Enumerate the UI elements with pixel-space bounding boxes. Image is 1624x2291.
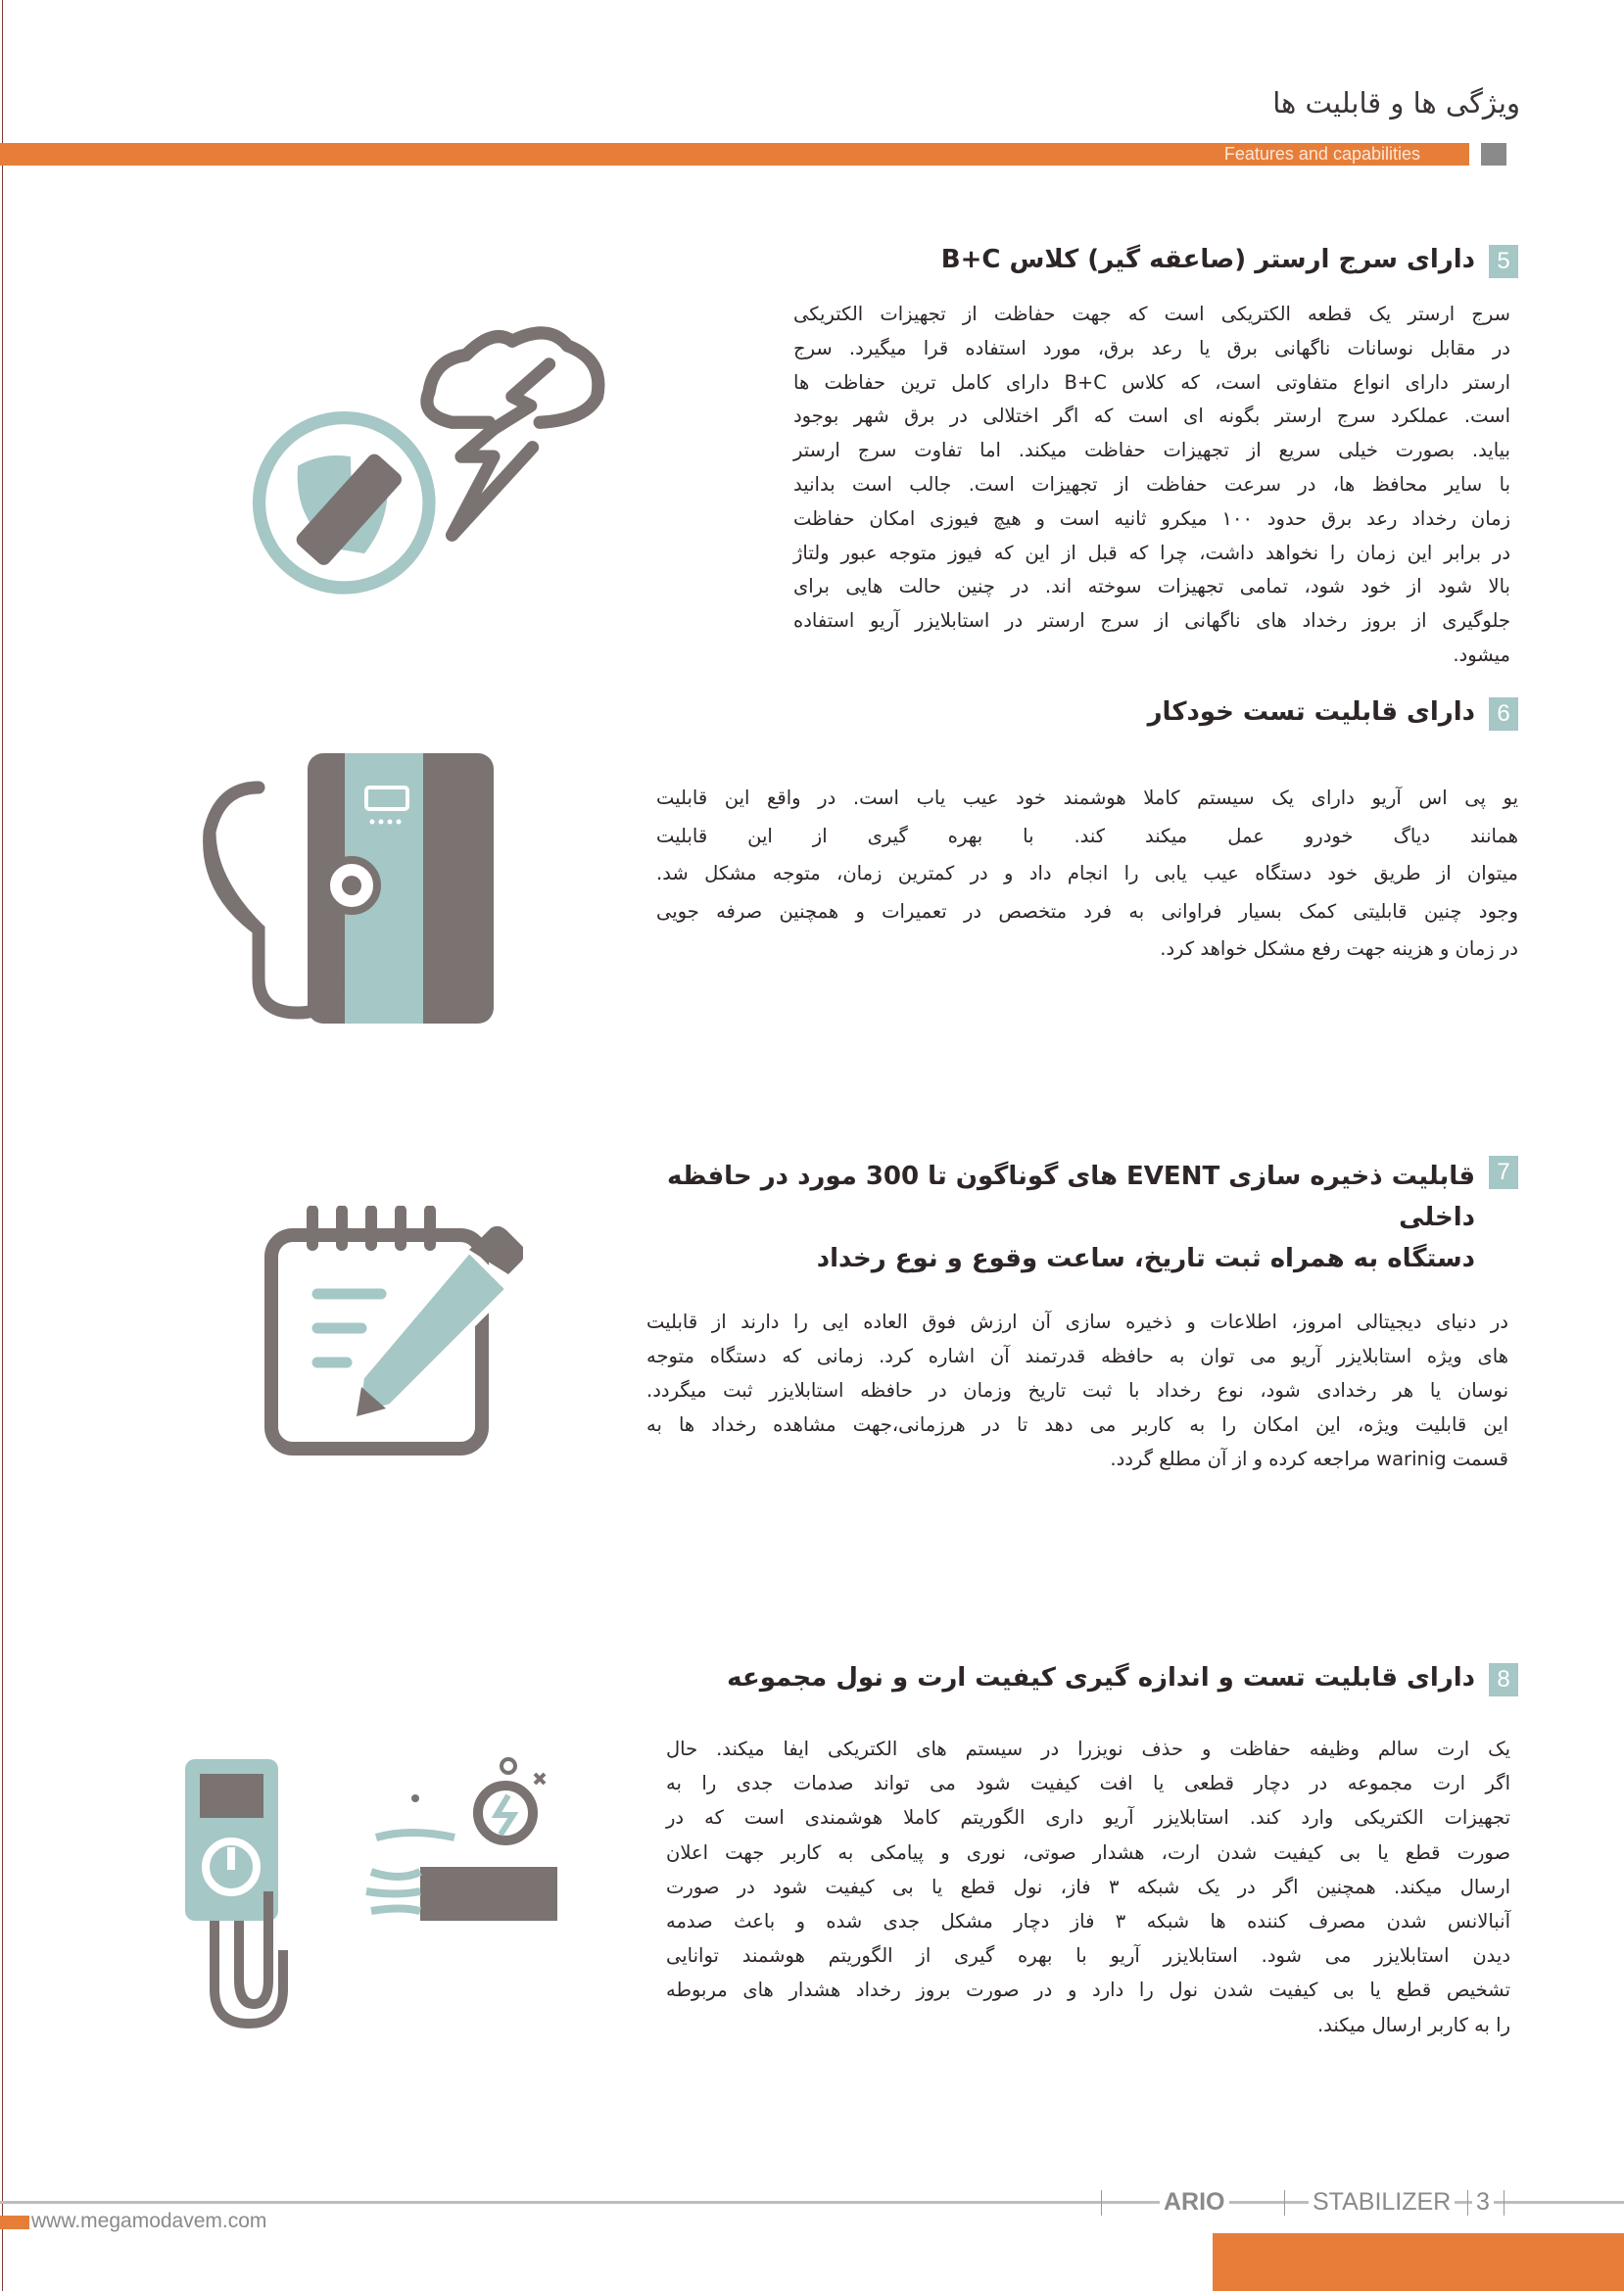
body-text-line: بالا شود از خود شود، تمامی تجهیزات سوخته اند. در چنین حالت هایی برای bbox=[793, 575, 1510, 598]
header-bar bbox=[0, 143, 1469, 166]
body-text-line: را به کاربر ارسال میکند. bbox=[1316, 2013, 1510, 2036]
section-number: 5 bbox=[1489, 245, 1518, 278]
body-text-line: است. عملکرد سرج ارستر بگونه ای است که اگر اختلالی در برق شهر بوجود bbox=[793, 405, 1510, 428]
section-number: 8 bbox=[1489, 1663, 1518, 1696]
body-text-line: بیاید. بصورت خیلی سریع از تجهیزات حفاظت میکند. اما تفاوت سرج ارستر bbox=[793, 439, 1510, 462]
body-text-line: اگر ارت مجموعه در دچار قطعی یا افت کیفیت شود می تواند صدمات جدی را به bbox=[666, 1772, 1510, 1795]
body-text-line: ارسال میکند. همچنین اگر در یک شبکه ۳ فاز، نول قطع یا بی کیفیت شود در صورت bbox=[666, 1875, 1511, 1898]
body-text-line: آنبالانس شدن مصرف کننده ها شبکه ۳ فاز دچار مشکل جدی شده و باعث صدمه bbox=[666, 1910, 1510, 1933]
body-text-line: در زمان و هزینه جهت رفع مشکل خواهد کرد. bbox=[1160, 937, 1518, 961]
header-square bbox=[1481, 143, 1506, 166]
section-body bbox=[656, 780, 1518, 969]
page-subtitle: Features and capabilities bbox=[1223, 144, 1420, 164]
body-text-line: قسمت warinig مراجعه کرده و از آن مطلع گردد. bbox=[1110, 1448, 1508, 1470]
body-text-line: در مقابل نوسانات ناگهانی برق یا رعد برق، مورد استفاده قرا میگیرد. سرج bbox=[793, 336, 1510, 359]
footer-accent bbox=[0, 2216, 29, 2229]
body-text-line: میشود. bbox=[1453, 643, 1510, 666]
body-text-line: زمان رخداد رعد برق حدود ۱۰۰ میکرو ثانیه است و هیچ فیوزی امکان حفاظت bbox=[793, 506, 1511, 530]
body-text-line: یو پی اس آریو دارای یک سیستم کاملا هوشمند خود عیب یاب است. در واقع این قابلیت bbox=[656, 787, 1518, 809]
section-title-line: دارای قابلیت تست خودکار bbox=[1147, 697, 1475, 727]
section-title-line: دارای قابلیت تست و اندازه گیری کیفیت ارت و نول مجموعه bbox=[727, 1663, 1475, 1693]
body-text-line: های ویژه استابلایزر آریو می توان به حافظه قدرتمند آن اشاره کرد. زمانی که دستگاه متوجه bbox=[646, 1345, 1508, 1367]
body-text-line: سرج ارستر یک قطعه الکتریکی است که جهت حفاظت از تجهیزات الکتریکی bbox=[793, 303, 1510, 325]
section-title bbox=[941, 245, 1475, 274]
body-text-line: میتوان از طریق خود دستگاه عیب یابی را انجام داد و در کمترین زمان، متوجه مشکل شد. bbox=[656, 862, 1518, 885]
body-text-line: همانند دیاگ خودرو عمل میکند کند. با بهره گیری از این قابلیت bbox=[656, 824, 1518, 847]
section-title-line: دستگاه به همراه ثبت تاریخ، ساعت وقوع و نوع رخداد bbox=[816, 1244, 1475, 1273]
body-text-line: یک ارت سالم وظیفه حفاظت و حذف نویزرا در سیستم های الکتریکی ایفا میکند. حال bbox=[666, 1738, 1510, 1760]
body-text-line: این قابلیت ویژه، این امکان را به کاربر می دهد تا در هرزمانی،جهت مشاهده رخداد ها به bbox=[646, 1413, 1508, 1436]
lightning-shield-icon bbox=[233, 313, 625, 637]
body-text-line: با سایر محافظ ها، در سرعت حفاظت از تجهیزات است. جالب است بدانید bbox=[793, 472, 1510, 496]
body-text-line: نوسان یا هر رخدادی شود، نوع رخداد با ثبت تاریخ وزمان در حافظه استابلایزر ثبت میگردد. bbox=[646, 1379, 1508, 1402]
body-text-line: صورت قطع یا بی کیفیت شدن ارت، هشدار صوتی، نوری و پیامکی به کاربر جهت اعلان bbox=[666, 1840, 1510, 1864]
section-number: 6 bbox=[1489, 697, 1518, 731]
footer-divider bbox=[1101, 2190, 1102, 2216]
body-text-line: وجود چنین قابلیتی کمک بسیار فراوانی به فرد متخصص در تعمیرات و همچنین صرفه جویی bbox=[656, 899, 1518, 923]
body-text-line: تجهیزات الکتریکی وارد کند. استابلایزر آریو داری الگوریتم کاملا هوشمندی است که در bbox=[666, 1806, 1510, 1830]
footer-divider bbox=[1467, 2190, 1468, 2216]
section-event-storage bbox=[646, 1156, 1518, 1476]
footer-brand: ARIO bbox=[1160, 2188, 1229, 2217]
notepad-pencil-icon bbox=[263, 1206, 523, 1456]
body-text-line: در برابر این زمان را نخواهد داشت، چرا که قبل از این که فیوز متوجه عبور ولتاژ bbox=[793, 541, 1510, 564]
section-heading bbox=[793, 245, 1518, 278]
section-body bbox=[666, 1732, 1510, 2042]
section-surge-arrester bbox=[793, 245, 1518, 673]
body-text-line: دیدن استابلایزر می شود. استابلایزر آریو با بهره گیری از الگوریتم هوشمند توانایی bbox=[666, 1944, 1510, 1968]
section-body bbox=[646, 1305, 1508, 1476]
section-earth-neutral-test bbox=[666, 1663, 1518, 2042]
section-title bbox=[727, 1663, 1475, 1693]
footer-website-link[interactable]: www.megamodavem.com bbox=[31, 2210, 267, 2232]
section-self-test bbox=[656, 697, 1518, 969]
page-number: 3 bbox=[1472, 2188, 1494, 2217]
body-text-line: ارستر دارای انواع متفاوتی است، که کلاس B+C دارای کامل ترین حفاظت ها bbox=[793, 370, 1510, 394]
footer-divider bbox=[1504, 2190, 1505, 2216]
footer-orange-block bbox=[1213, 2233, 1624, 2291]
section-heading bbox=[646, 1156, 1518, 1279]
section-heading bbox=[656, 697, 1518, 731]
body-text-line: تشخیص قطع یا بی کیفیت شدن نول را دارد و در صورت بروز رخداد هشدار های مربوطه bbox=[666, 1979, 1510, 2002]
section-number: 7 bbox=[1489, 1156, 1518, 1189]
body-text-line: در دنیای دیجیتالی امروز، اطلاعات و ذخیره سازی آن ارزش فوق العاده ایی را دارند از قابلیت bbox=[646, 1311, 1508, 1333]
section-heading bbox=[666, 1663, 1518, 1696]
section-title bbox=[646, 1156, 1475, 1279]
body-text-line: جلوگیری از بروز رخداد های ناگهانی از سرج ارستر در استابلایزر آریو استفاده bbox=[793, 609, 1510, 633]
stethoscope-device-icon bbox=[190, 753, 494, 1024]
footer-product: STABILIZER bbox=[1309, 2188, 1455, 2217]
section-title bbox=[1148, 697, 1475, 727]
footer-divider bbox=[1284, 2190, 1285, 2216]
page-edge-line bbox=[2, 0, 3, 2291]
multimeter-cable-icon bbox=[175, 1754, 557, 2033]
section-title-line: دارای سرج ارستر (صاعقه گیر) کلاس B+C bbox=[940, 245, 1475, 274]
page-title: ویژگی ها و قابلیت ها bbox=[1272, 86, 1520, 119]
section-title-line: قابلیت ذخیره سازی EVENT های گوناگون تا 300 مورد در حافظه داخلی bbox=[667, 1162, 1475, 1232]
section-body bbox=[793, 298, 1510, 673]
